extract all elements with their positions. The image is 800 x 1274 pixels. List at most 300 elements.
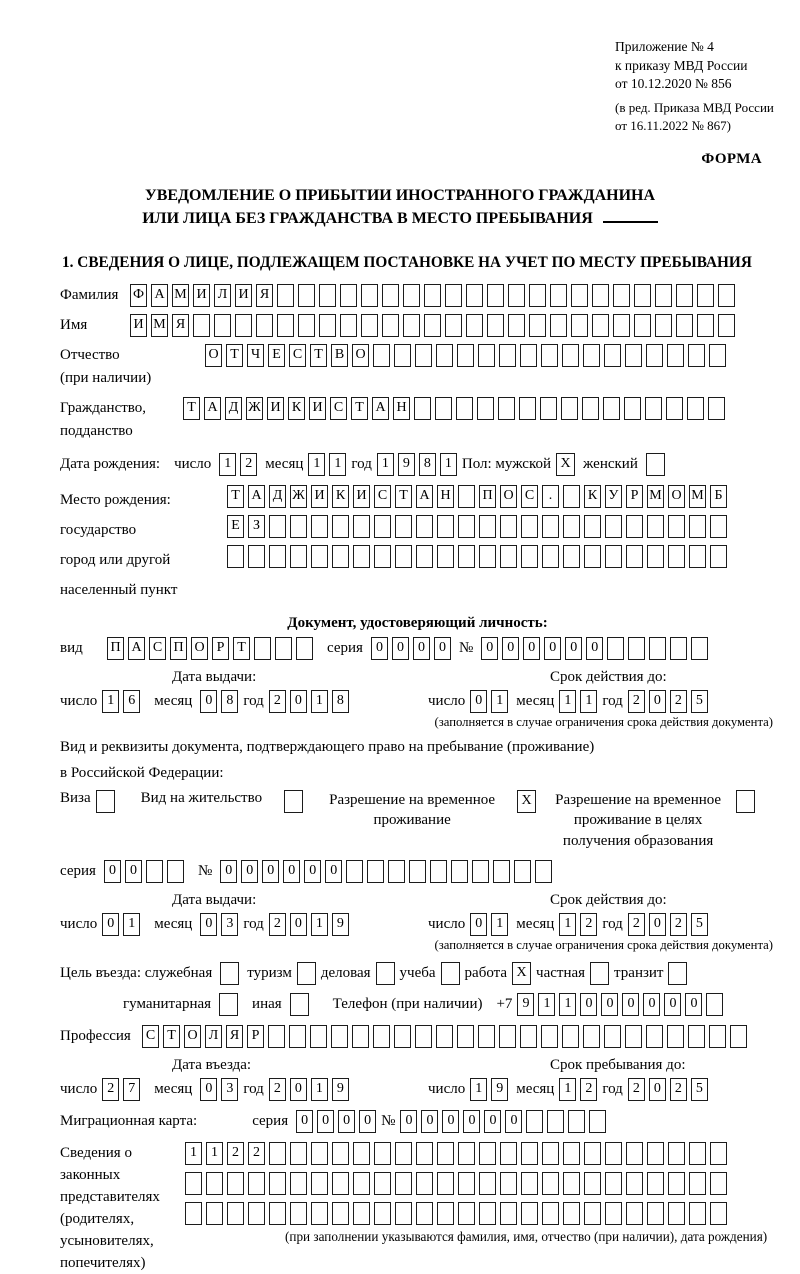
form-cell[interactable] — [500, 515, 517, 538]
form-cell[interactable] — [319, 314, 336, 337]
form-cell[interactable]: 0 — [481, 637, 498, 660]
form-cell[interactable] — [571, 314, 588, 337]
form-cell[interactable] — [647, 1202, 664, 1225]
form-cell[interactable] — [298, 314, 315, 337]
form-cell[interactable] — [248, 545, 265, 568]
form-cell[interactable] — [634, 284, 651, 307]
form-cell[interactable] — [206, 1202, 223, 1225]
form-cell[interactable] — [655, 314, 672, 337]
form-cell[interactable] — [352, 1025, 369, 1048]
form-cell[interactable] — [655, 284, 672, 307]
form-cell[interactable]: Л — [214, 284, 231, 307]
form-cell[interactable]: 0 — [400, 1110, 417, 1133]
form-cell[interactable]: 0 — [200, 1078, 217, 1101]
form-cell[interactable] — [269, 545, 286, 568]
form-cell[interactable] — [457, 344, 474, 367]
form-cell[interactable] — [374, 515, 391, 538]
form-cell[interactable]: 0 — [371, 637, 388, 660]
form-cell[interactable]: А — [372, 397, 389, 420]
form-cell[interactable] — [571, 284, 588, 307]
form-cell[interactable] — [436, 344, 453, 367]
form-cell[interactable] — [275, 637, 292, 660]
form-cell[interactable]: 1 — [219, 453, 236, 476]
form-cell[interactable] — [403, 284, 420, 307]
form-cell[interactable] — [535, 860, 552, 883]
form-cell[interactable]: 0 — [580, 993, 597, 1016]
form-cell[interactable] — [290, 1172, 307, 1195]
form-cell[interactable] — [382, 314, 399, 337]
form-cell[interactable] — [697, 284, 714, 307]
form-cell[interactable] — [479, 1202, 496, 1225]
form-cell[interactable] — [542, 545, 559, 568]
form-cell[interactable] — [542, 1142, 559, 1165]
form-cell[interactable] — [430, 860, 447, 883]
form-cell[interactable] — [466, 284, 483, 307]
form-cell[interactable] — [296, 637, 313, 660]
form-cell[interactable]: 0 — [470, 913, 487, 936]
form-cell[interactable] — [626, 1142, 643, 1165]
form-cell[interactable]: 2 — [580, 913, 597, 936]
form-cell[interactable]: 0 — [544, 637, 561, 660]
purpose-transit-checkbox[interactable] — [668, 962, 687, 985]
form-cell[interactable] — [437, 545, 454, 568]
form-cell[interactable]: П — [170, 637, 187, 660]
form-cell[interactable] — [563, 1142, 580, 1165]
form-cell[interactable]: 3 — [221, 913, 238, 936]
form-cell[interactable] — [382, 284, 399, 307]
form-cell[interactable]: 1 — [440, 453, 457, 476]
form-cell[interactable] — [373, 1025, 390, 1048]
form-cell[interactable] — [248, 1202, 265, 1225]
form-cell[interactable] — [414, 397, 431, 420]
form-cell[interactable]: 5 — [691, 690, 708, 713]
form-cell[interactable]: Т — [227, 485, 244, 508]
form-cell[interactable]: 2 — [670, 1078, 687, 1101]
sex-male-checkbox[interactable]: X — [556, 453, 575, 476]
form-cell[interactable] — [563, 485, 580, 508]
form-cell[interactable] — [395, 1172, 412, 1195]
form-cell[interactable]: И — [353, 485, 370, 508]
form-cell[interactable]: Я — [256, 284, 273, 307]
form-cell[interactable] — [647, 515, 664, 538]
form-cell[interactable] — [457, 1025, 474, 1048]
form-cell[interactable]: Т — [183, 397, 200, 420]
form-cell[interactable] — [395, 1142, 412, 1165]
form-cell[interactable] — [435, 397, 452, 420]
temp-residence-edu-checkbox[interactable] — [736, 790, 755, 813]
form-cell[interactable] — [332, 515, 349, 538]
purpose-tourism-checkbox[interactable] — [297, 962, 316, 985]
form-cell[interactable] — [479, 1142, 496, 1165]
form-cell[interactable]: 0 — [262, 860, 279, 883]
form-cell[interactable]: О — [205, 344, 222, 367]
form-cell[interactable] — [403, 314, 420, 337]
form-cell[interactable] — [319, 284, 336, 307]
form-cell[interactable] — [563, 1172, 580, 1195]
form-cell[interactable] — [508, 284, 525, 307]
form-cell[interactable] — [479, 1172, 496, 1195]
form-cell[interactable] — [487, 284, 504, 307]
form-cell[interactable] — [691, 637, 708, 660]
form-cell[interactable]: 0 — [104, 860, 121, 883]
form-cell[interactable] — [353, 1172, 370, 1195]
form-cell[interactable] — [604, 344, 621, 367]
form-cell[interactable] — [592, 284, 609, 307]
form-cell[interactable] — [416, 1142, 433, 1165]
form-cell[interactable] — [456, 397, 473, 420]
form-cell[interactable]: 1 — [185, 1142, 202, 1165]
form-cell[interactable] — [718, 284, 735, 307]
form-cell[interactable] — [689, 545, 706, 568]
form-cell[interactable]: 0 — [102, 913, 119, 936]
form-cell[interactable] — [394, 344, 411, 367]
form-cell[interactable] — [668, 515, 685, 538]
form-cell[interactable] — [584, 1172, 601, 1195]
form-cell[interactable] — [676, 314, 693, 337]
form-cell[interactable] — [709, 1025, 726, 1048]
form-cell[interactable] — [437, 515, 454, 538]
form-cell[interactable]: 0 — [664, 993, 681, 1016]
form-cell[interactable] — [568, 1110, 585, 1133]
form-cell[interactable] — [584, 545, 601, 568]
form-cell[interactable] — [458, 1142, 475, 1165]
form-cell[interactable]: 0 — [622, 993, 639, 1016]
form-cell[interactable]: 0 — [649, 1078, 666, 1101]
form-cell[interactable] — [394, 1025, 411, 1048]
form-cell[interactable]: С — [374, 485, 391, 508]
form-cell[interactable]: Д — [269, 485, 286, 508]
form-cell[interactable]: 0 — [484, 1110, 501, 1133]
form-cell[interactable] — [298, 284, 315, 307]
form-cell[interactable]: 2 — [248, 1142, 265, 1165]
form-cell[interactable]: 1 — [559, 690, 576, 713]
form-cell[interactable] — [416, 515, 433, 538]
form-cell[interactable]: С — [521, 485, 538, 508]
form-cell[interactable]: 9 — [517, 993, 534, 1016]
form-cell[interactable]: К — [584, 485, 601, 508]
form-cell[interactable] — [206, 1172, 223, 1195]
form-cell[interactable] — [445, 284, 462, 307]
form-cell[interactable] — [624, 397, 641, 420]
form-cell[interactable]: М — [689, 485, 706, 508]
form-cell[interactable] — [563, 545, 580, 568]
form-cell[interactable]: 5 — [691, 1078, 708, 1101]
form-cell[interactable]: 8 — [221, 690, 238, 713]
form-cell[interactable] — [626, 515, 643, 538]
form-cell[interactable] — [710, 1142, 727, 1165]
form-cell[interactable]: Ч — [247, 344, 264, 367]
form-cell[interactable]: 2 — [102, 1078, 119, 1101]
form-cell[interactable] — [256, 314, 273, 337]
form-cell[interactable]: 0 — [290, 690, 307, 713]
form-cell[interactable]: 2 — [227, 1142, 244, 1165]
form-cell[interactable]: 1 — [308, 453, 325, 476]
form-cell[interactable]: О — [184, 1025, 201, 1048]
form-cell[interactable]: 2 — [670, 690, 687, 713]
form-cell[interactable]: 2 — [240, 453, 257, 476]
form-cell[interactable] — [311, 1202, 328, 1225]
form-cell[interactable]: Т — [233, 637, 250, 660]
form-cell[interactable]: О — [352, 344, 369, 367]
form-cell[interactable] — [424, 284, 441, 307]
form-cell[interactable] — [353, 545, 370, 568]
form-cell[interactable]: Т — [351, 397, 368, 420]
form-cell[interactable] — [521, 545, 538, 568]
form-cell[interactable]: 0 — [463, 1110, 480, 1133]
form-cell[interactable] — [185, 1172, 202, 1195]
form-cell[interactable]: А — [416, 485, 433, 508]
form-cell[interactable] — [521, 1202, 538, 1225]
form-cell[interactable]: С — [330, 397, 347, 420]
form-cell[interactable] — [689, 1202, 706, 1225]
form-cell[interactable] — [437, 1142, 454, 1165]
form-cell[interactable]: И — [235, 284, 252, 307]
form-cell[interactable]: 0 — [338, 1110, 355, 1133]
form-cell[interactable]: 0 — [241, 860, 258, 883]
form-cell[interactable]: 7 — [123, 1078, 140, 1101]
form-cell[interactable] — [500, 1142, 517, 1165]
form-cell[interactable] — [646, 344, 663, 367]
form-cell[interactable] — [269, 1202, 286, 1225]
form-cell[interactable] — [415, 344, 432, 367]
form-cell[interactable] — [520, 1025, 537, 1048]
form-cell[interactable]: 0 — [125, 860, 142, 883]
form-cell[interactable] — [529, 284, 546, 307]
form-cell[interactable] — [340, 314, 357, 337]
form-cell[interactable]: И — [311, 485, 328, 508]
form-cell[interactable]: А — [248, 485, 265, 508]
form-cell[interactable]: С — [142, 1025, 159, 1048]
form-cell[interactable] — [478, 344, 495, 367]
form-cell[interactable] — [584, 1142, 601, 1165]
form-cell[interactable] — [645, 397, 662, 420]
form-cell[interactable] — [526, 1110, 543, 1133]
form-cell[interactable]: 1 — [377, 453, 394, 476]
form-cell[interactable] — [605, 545, 622, 568]
form-cell[interactable] — [647, 545, 664, 568]
form-cell[interactable] — [436, 1025, 453, 1048]
form-cell[interactable]: 0 — [200, 913, 217, 936]
form-cell[interactable]: Р — [212, 637, 229, 660]
form-cell[interactable] — [395, 1202, 412, 1225]
form-cell[interactable] — [541, 1025, 558, 1048]
form-cell[interactable] — [583, 344, 600, 367]
form-cell[interactable] — [415, 1025, 432, 1048]
form-cell[interactable] — [269, 1142, 286, 1165]
form-cell[interactable]: 0 — [470, 690, 487, 713]
form-cell[interactable] — [563, 1202, 580, 1225]
form-cell[interactable] — [437, 1172, 454, 1195]
form-cell[interactable] — [146, 860, 163, 883]
form-cell[interactable] — [472, 860, 489, 883]
form-cell[interactable] — [367, 860, 384, 883]
form-cell[interactable] — [562, 1025, 579, 1048]
form-cell[interactable]: 0 — [296, 1110, 313, 1133]
form-cell[interactable] — [374, 1202, 391, 1225]
form-cell[interactable] — [613, 284, 630, 307]
form-cell[interactable] — [668, 1202, 685, 1225]
form-cell[interactable] — [458, 485, 475, 508]
form-cell[interactable] — [647, 1142, 664, 1165]
form-cell[interactable] — [626, 1202, 643, 1225]
form-cell[interactable] — [167, 860, 184, 883]
form-cell[interactable] — [269, 515, 286, 538]
form-cell[interactable] — [499, 344, 516, 367]
form-cell[interactable]: 8 — [419, 453, 436, 476]
form-cell[interactable] — [437, 1202, 454, 1225]
form-cell[interactable] — [718, 314, 735, 337]
form-cell[interactable]: 0 — [421, 1110, 438, 1133]
form-cell[interactable] — [290, 545, 307, 568]
form-cell[interactable] — [604, 1025, 621, 1048]
form-cell[interactable] — [589, 1110, 606, 1133]
form-cell[interactable] — [514, 860, 531, 883]
form-cell[interactable] — [730, 1025, 747, 1048]
form-cell[interactable] — [477, 397, 494, 420]
form-cell[interactable]: 1 — [311, 913, 328, 936]
form-cell[interactable] — [710, 545, 727, 568]
form-cell[interactable] — [277, 284, 294, 307]
form-cell[interactable]: Д — [225, 397, 242, 420]
form-cell[interactable]: П — [479, 485, 496, 508]
form-cell[interactable]: 0 — [643, 993, 660, 1016]
form-cell[interactable]: О — [668, 485, 685, 508]
purpose-work-checkbox[interactable]: X — [512, 962, 531, 985]
form-cell[interactable]: 1 — [329, 453, 346, 476]
form-cell[interactable] — [277, 314, 294, 337]
form-cell[interactable] — [605, 1142, 622, 1165]
form-cell[interactable] — [689, 1172, 706, 1195]
form-cell[interactable]: 2 — [628, 913, 645, 936]
form-cell[interactable] — [193, 314, 210, 337]
form-cell[interactable]: 5 — [691, 913, 708, 936]
form-cell[interactable] — [520, 344, 537, 367]
form-cell[interactable] — [547, 1110, 564, 1133]
form-cell[interactable]: Ж — [246, 397, 263, 420]
form-cell[interactable] — [670, 637, 687, 660]
form-cell[interactable]: 3 — [221, 1078, 238, 1101]
form-cell[interactable] — [466, 314, 483, 337]
form-cell[interactable] — [458, 1202, 475, 1225]
form-cell[interactable]: Т — [310, 344, 327, 367]
form-cell[interactable]: М — [151, 314, 168, 337]
form-cell[interactable] — [529, 314, 546, 337]
form-cell[interactable]: 0 — [649, 690, 666, 713]
residence-permit-checkbox[interactable] — [284, 790, 303, 813]
form-cell[interactable] — [668, 1172, 685, 1195]
form-cell[interactable] — [458, 515, 475, 538]
form-cell[interactable] — [634, 314, 651, 337]
form-cell[interactable] — [395, 545, 412, 568]
form-cell[interactable]: Р — [247, 1025, 264, 1048]
form-cell[interactable] — [584, 1202, 601, 1225]
form-cell[interactable] — [647, 1172, 664, 1195]
form-cell[interactable]: М — [172, 284, 189, 307]
form-cell[interactable]: Ж — [290, 485, 307, 508]
form-cell[interactable] — [582, 397, 599, 420]
form-cell[interactable] — [268, 1025, 285, 1048]
form-cell[interactable] — [708, 397, 725, 420]
form-cell[interactable]: 6 — [123, 690, 140, 713]
form-cell[interactable]: 1 — [470, 1078, 487, 1101]
form-cell[interactable] — [626, 545, 643, 568]
form-cell[interactable] — [542, 1172, 559, 1195]
form-cell[interactable]: 2 — [269, 1078, 286, 1101]
form-cell[interactable]: Т — [163, 1025, 180, 1048]
form-cell[interactable] — [227, 1202, 244, 1225]
form-cell[interactable] — [625, 344, 642, 367]
form-cell[interactable]: 0 — [317, 1110, 334, 1133]
form-cell[interactable] — [248, 1172, 265, 1195]
form-cell[interactable] — [710, 515, 727, 538]
form-cell[interactable] — [290, 515, 307, 538]
form-cell[interactable] — [649, 637, 666, 660]
form-cell[interactable]: 1 — [559, 1078, 576, 1101]
form-cell[interactable] — [625, 1025, 642, 1048]
form-cell[interactable] — [521, 515, 538, 538]
form-cell[interactable] — [493, 860, 510, 883]
form-cell[interactable] — [521, 1172, 538, 1195]
form-cell[interactable]: А — [204, 397, 221, 420]
form-cell[interactable] — [687, 397, 704, 420]
form-cell[interactable]: 0 — [200, 690, 217, 713]
form-cell[interactable]: З — [248, 515, 265, 538]
form-cell[interactable] — [500, 545, 517, 568]
form-cell[interactable]: 0 — [359, 1110, 376, 1133]
form-cell[interactable] — [613, 314, 630, 337]
form-cell[interactable]: М — [647, 485, 664, 508]
form-cell[interactable] — [709, 344, 726, 367]
form-cell[interactable]: 1 — [559, 913, 576, 936]
form-cell[interactable] — [478, 1025, 495, 1048]
form-cell[interactable] — [332, 1202, 349, 1225]
form-cell[interactable]: 1 — [580, 690, 597, 713]
form-cell[interactable] — [592, 314, 609, 337]
form-cell[interactable] — [311, 545, 328, 568]
form-cell[interactable]: 0 — [290, 1078, 307, 1101]
form-cell[interactable]: . — [542, 485, 559, 508]
form-cell[interactable] — [388, 860, 405, 883]
form-cell[interactable]: Я — [226, 1025, 243, 1048]
form-cell[interactable]: 2 — [269, 690, 286, 713]
form-cell[interactable] — [583, 1025, 600, 1048]
form-cell[interactable]: И — [309, 397, 326, 420]
form-cell[interactable]: И — [193, 284, 210, 307]
form-cell[interactable] — [290, 1142, 307, 1165]
form-cell[interactable] — [374, 1172, 391, 1195]
form-cell[interactable]: Т — [226, 344, 243, 367]
form-cell[interactable]: И — [130, 314, 147, 337]
form-cell[interactable] — [646, 1025, 663, 1048]
sex-female-checkbox[interactable] — [646, 453, 665, 476]
form-cell[interactable] — [311, 515, 328, 538]
form-cell[interactable]: 9 — [332, 913, 349, 936]
form-cell[interactable]: 2 — [670, 913, 687, 936]
form-cell[interactable]: Н — [437, 485, 454, 508]
form-cell[interactable]: 1 — [491, 913, 508, 936]
form-cell[interactable] — [710, 1202, 727, 1225]
form-cell[interactable] — [214, 314, 231, 337]
form-cell[interactable] — [500, 1172, 517, 1195]
form-cell[interactable]: 1 — [559, 993, 576, 1016]
form-cell[interactable] — [626, 1172, 643, 1195]
form-cell[interactable] — [667, 344, 684, 367]
form-cell[interactable] — [521, 1142, 538, 1165]
form-cell[interactable]: 0 — [586, 637, 603, 660]
form-cell[interactable]: Р — [626, 485, 643, 508]
form-cell[interactable]: 0 — [649, 913, 666, 936]
form-cell[interactable]: 2 — [628, 690, 645, 713]
